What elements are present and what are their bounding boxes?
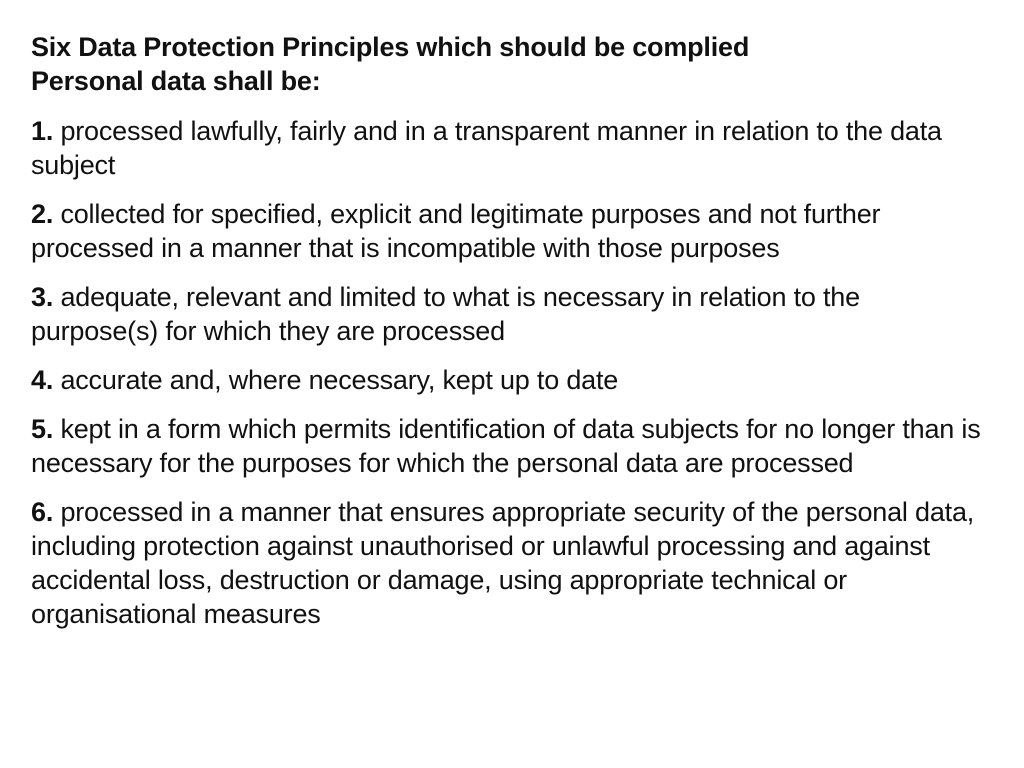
slide-heading (31, 30, 991, 98)
principle-text: kept in a form which permits identification of data subjects for no longer than is necessary for the purposes for which the personal data are processed (31, 414, 981, 478)
principle-item-2 (31, 197, 991, 265)
principle-text: collected for specified, explicit and legitimate purposes and not further processed in a manner that is incompatible with those purposes (31, 199, 881, 263)
principle-text: accurate and, where necessary, kept up to date (60, 365, 619, 395)
principle-item-1 (31, 114, 991, 182)
principle-item-6 (31, 495, 991, 631)
principle-number: 3. (31, 282, 54, 312)
principle-item-5 (31, 412, 991, 480)
principle-text: processed lawfully, fairly and in a transparent manner in relation to the data subject (31, 116, 942, 180)
principle-item-3 (31, 280, 991, 348)
principles-list (31, 114, 991, 631)
heading-subtitle: Personal data shall be: (31, 66, 321, 96)
principle-number: 2. (31, 199, 54, 229)
principle-number: 1. (31, 116, 54, 146)
principle-number: 4. (31, 365, 54, 395)
principle-number: 5. (31, 414, 54, 444)
principle-number: 6. (31, 497, 54, 527)
principle-item-4 (31, 363, 991, 397)
heading-title: Six Data Protection Principles which should be complied (31, 32, 750, 62)
slide-content (31, 30, 991, 646)
principle-text: adequate, relevant and limited to what is necessary in relation to the purpose(s) for which they are processed (31, 282, 860, 346)
principle-text: processed in a manner that ensures appropriate security of the personal data, including protection against unauthorised or unlawful processing and against accidental loss, destruction or damage, using appropriate technical or organisational measures (31, 497, 975, 629)
